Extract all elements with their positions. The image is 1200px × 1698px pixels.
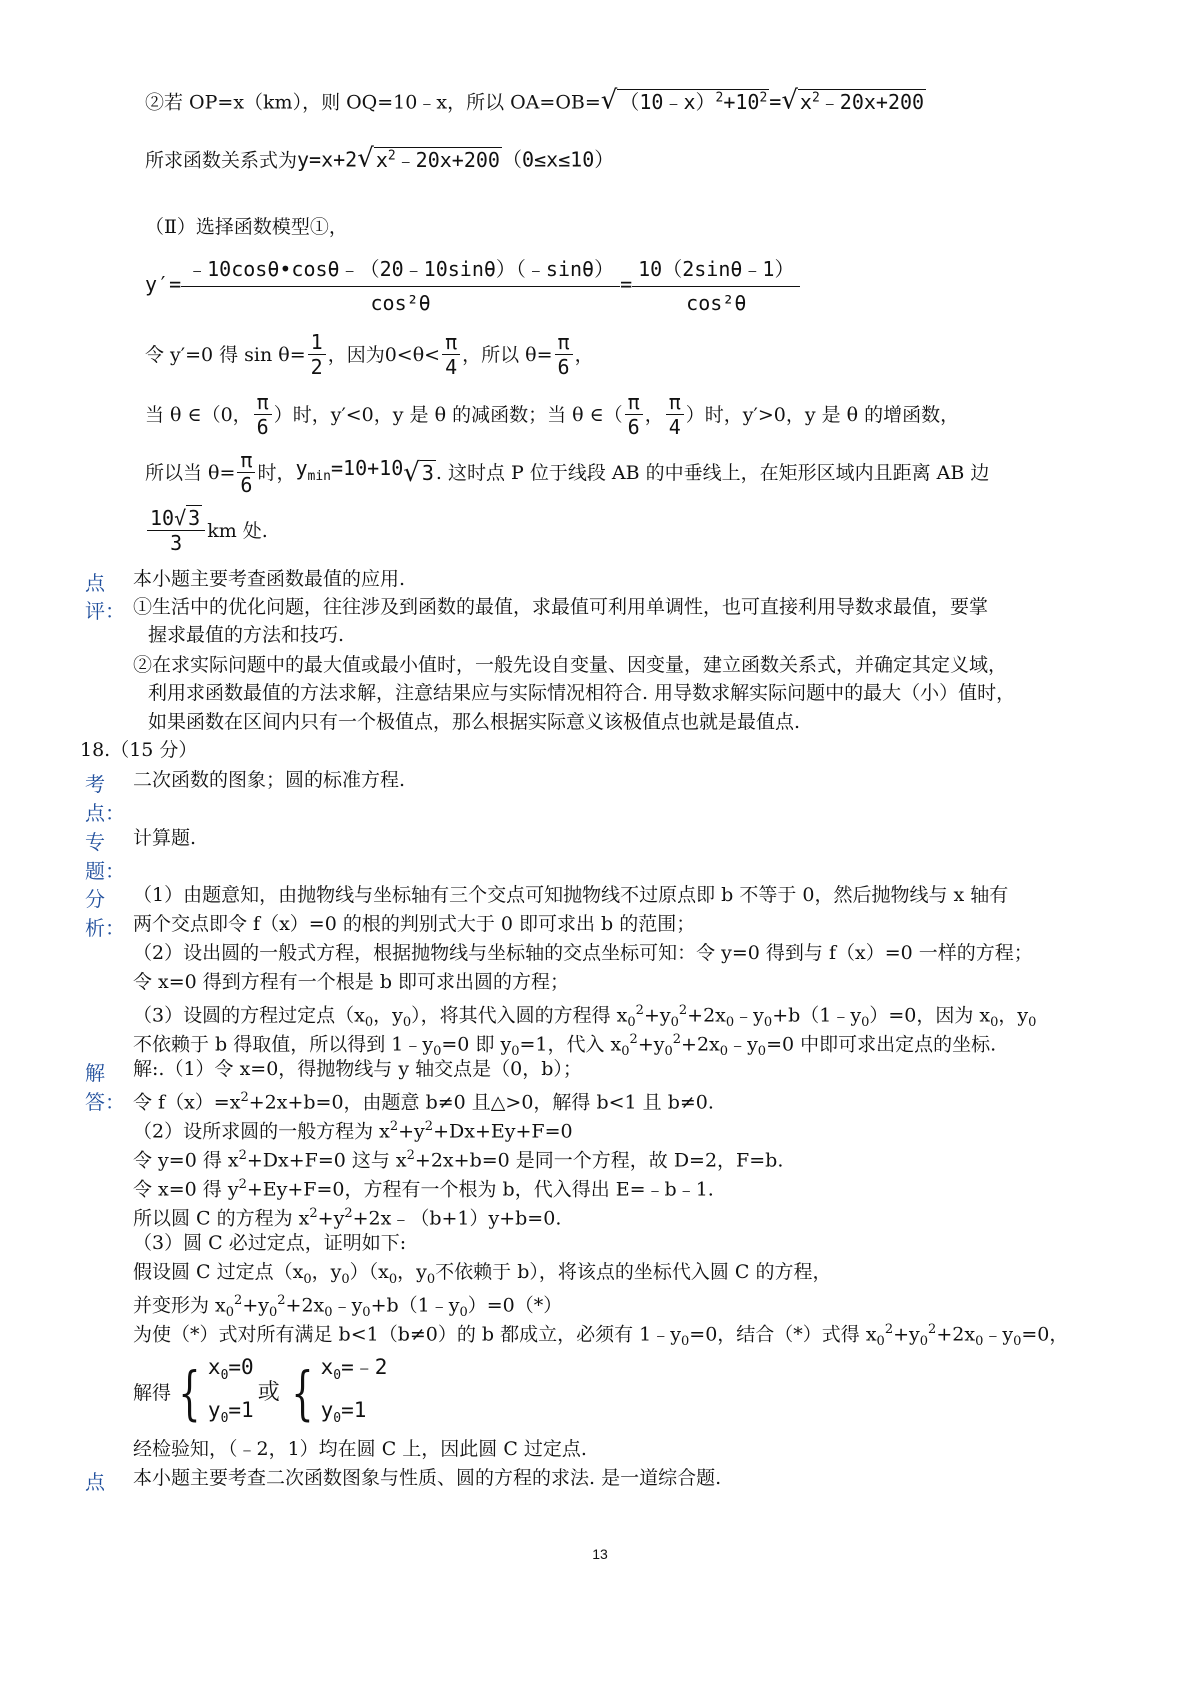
label-dian3: 点 [85,1470,105,1494]
analysis-line: 不依赖于 b 得取值，所以得到 $1﹣y_0=0$ 即 $y_0=1$，代入 $x_0^2+y_0^2+2x_0﹣y_0=0$ 中即可求出定点的坐标. [133,1032,997,1060]
label-fen: 分 [85,887,105,911]
solution-line: （3）圆 C 必过定点，证明如下: [133,1232,407,1254]
analysis-line: （3）设圆的方程过定点（$x_0$，$y_0$），将其代入圆的方程得 $x_0^2+y_0^2+2x_0﹣y_0+b(1﹣y_0)=0$，因为 $x_0$，$y_0$ [133,1003,1037,1031]
label-ping: 评： [85,599,125,623]
comment-line: 如果函数在区间内只有一个极值点，那么根据实际意义该极值点也就是最值点. [148,711,801,733]
label-dian2: 点： [85,801,125,825]
line-monotonic: 当 θ ∈（0， $\frac{\pi}{6}$ ）时，y′<0，y 是 θ 的减函数；当 θ ∈（ $\frac{\pi}{6}$ ， $\frac{\pi}{4}$ ）时，y′>0，y 是 θ 的增函数， [145,390,960,439]
label-da: 答： [85,1090,125,1114]
comment-line: ②在求实际问题中的最大值或最小值时，一般先设自变量、因变量，建立函数关系式，并确定其定义域， [133,654,1008,676]
label-zhuan: 专 [85,830,105,854]
comment-line: ①生活中的优化问题，往往涉及到函数的最值，求最值可利用单调性，也可直接利用导数求最值，要掌 [133,596,989,618]
label-ti: 题： [85,859,125,883]
radical-icon: √ [403,457,420,488]
sqrt-expr: $(10﹣x)^2+10^2$ [619,89,768,114]
comment-line: 利用求函数最值的方法求解，注意结果应与实际情况相符合. 用导数求解实际问题中的最大（小）值时， [148,682,1016,704]
comment-line: 本小题主要考查二次函数图象与性质、圆的方程的求法. 是一道综合题. [133,1467,722,1489]
comment-line: 本小题主要考查函数最值的应用. [133,568,406,590]
question-header: 18.（15 分） [80,739,198,761]
page-number: 13 [592,1546,608,1562]
solution-line: 为使（*）式对所有满足 b<1（b≠0）的 b 都成立，必须有 $1﹣y_0=0$，结合（*）式得 $x_0^2+y_0^2+2x_0﹣y_0=0$， [133,1322,1069,1350]
zhuanti-text: 计算题. [133,827,197,849]
solution-line: 解:.（1）令 x=0，得抛物线与 y 轴交点是（0，b）； [133,1058,582,1080]
line-sin-theta: 令 y′=0 得 sin θ= $\frac{1}{2}$ ，因为0<θ< $\frac{\pi}{4}$ ，所以 θ= $\frac{\pi}{6}$ ， [145,330,594,379]
radical-icon: √ [781,85,798,116]
label-jie: 解 [85,1061,105,1085]
line-ymin: 所以当 θ= $\frac{\pi}{6}$ 时， $y_{min}=10+10$ √ 3 . 这时点 P 位于线段 AB 的中垂线上，在矩形区域内且距离 AB 边 [145,448,990,497]
solution-line: 令 x=0 得 $y^2+Ey+F=0$，方程有一个根为 b，代入得出 E=﹣b﹣1. [133,1177,714,1201]
solution-line: 经检验知，（﹣2，1）均在圆 C 上，因此圆 C 过定点. [133,1438,587,1460]
part-ii-heading: （Ⅱ）选择函数模型①， [145,216,348,238]
sqrt-expr: $x^2﹣20x+200$ [799,89,925,114]
left-brace-icon: { [178,1359,201,1428]
solution-line: 并变形为 $x_0^2+y_0^2+2x_0﹣y_0+b(1﹣y_0)=0(*)$ [133,1293,563,1321]
line-op-oq: ②若 OP=x（km），则 OQ=10﹣x，所以 OA=OB=√ $(10﹣x)^2+10^2$ =√ $x^2﹣20x+200$ [145,85,925,116]
solution-line: 令 y=0 得 $x^2+Dx+F=0$ 这与 $x^2+2x+b=0$ 是同一个方程，故 D=2，F=b. [133,1148,784,1172]
comment-line: 握求最值的方法和技巧. [148,624,345,646]
analysis-line: （2）设出圆的一般式方程，根据抛物线与坐标轴的交点坐标可知：令 y=0 得到与 f（x）=0 一样的方程； [133,942,1033,964]
label-xi: 析： [85,916,125,940]
radical-icon: √ [174,506,187,530]
label-kao: 考 [85,772,105,796]
solution-system: 解得 { $x_0=0$ $y_0=1$ 或 { $x_0=﹣2$ $y_0=1$ [133,1355,388,1428]
analysis-line: 令 x=0 得到方程有一个根是 b 即可求出圆的方程； [133,971,570,993]
left-brace-icon: { [291,1359,314,1428]
solution-line: 所以圆 C 的方程为 $x^2+y^2+2x﹣(b+1)y+b=0$. [133,1206,562,1230]
analysis-line: 两个交点即令 f（x）=0 的根的判别式大于 0 即可求出 b 的范围； [133,913,696,935]
solution-line: 令 $f(x)=x^2+2x+b=0$，由题意 b≠0 且△>0，解得 b<1 且 b≠0. [133,1090,714,1114]
solution-line: 假设圆 C 过定点（$x_0$，$y_0)(x_0$，$y_0$不依赖于 b），将该点的坐标代入圆 C 的方程， [133,1261,832,1287]
analysis-line: （1）由题意知，由抛物线与坐标轴有三个交点可知抛物线不过原点即 b 不等于 0，然后抛物线与 x 轴有 [133,884,1009,906]
kaodian-text: 二次函数的图象；圆的标准方程. [133,769,406,791]
line-function: 所求函数关系式为y=x+2√ $x^2﹣20x+200$ （0≤x≤10） [145,143,615,174]
label-dian: 点 [85,571,105,595]
solution-line: （2）设所求圆的一般方程为 $x^2+y^2+Dx+Ey+F=0$ [133,1119,573,1143]
radical-icon: √ [600,85,618,116]
text: ②若 OP=x（km），则 OQ=10﹣x，所以 OA=OB= [145,91,601,114]
derivative-line: y′= $\frac{﹣10\cos\theta•\cos\theta﹣(20﹣10\sin\theta)(﹣\sin\theta)}{\text{cos²θ}}$ = $\frac{10(2\sin\theta﹣1)}{\text{cos²θ}}$ [145,253,800,315]
line-distance: $\frac{10√ 3}{3}$ km 处. [145,506,268,555]
radical-icon: √ [357,143,374,174]
